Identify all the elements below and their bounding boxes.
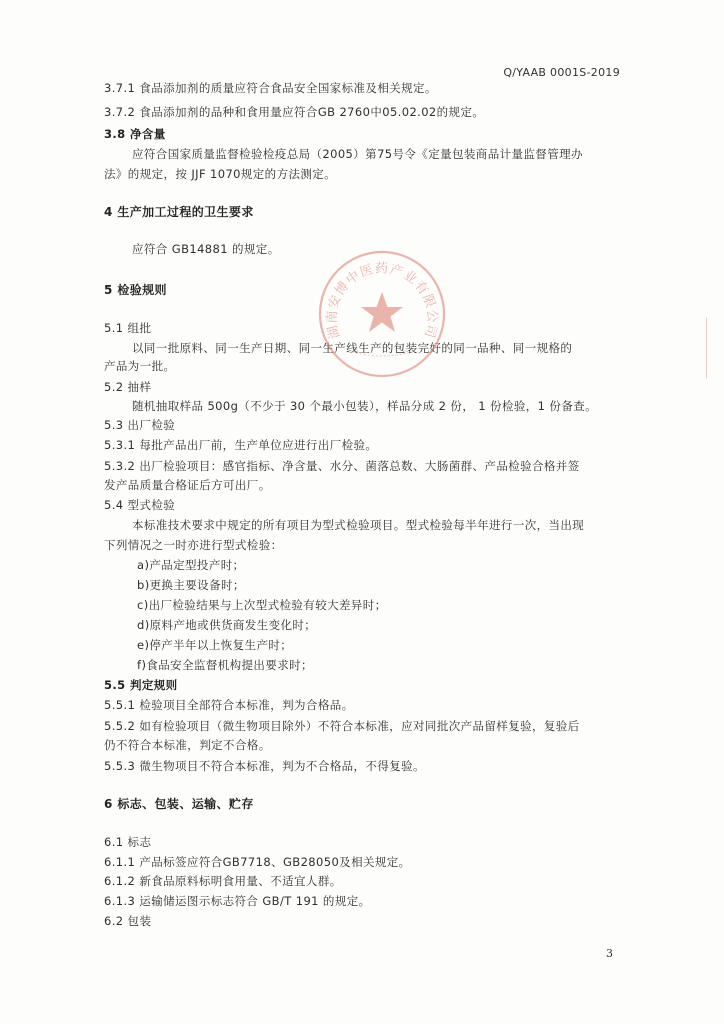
- heading-3-8: 3.8 净含量: [104, 127, 166, 141]
- list-item: e)停产半年以上恢复生产时；: [137, 638, 293, 652]
- seal-star-icon: [361, 292, 403, 332]
- paragraph-line: 应符合国家质量监督检验检疫总局（2005）第75号令《定量包装商品计量监督管理办: [132, 147, 583, 161]
- clause-5-3-1: 5.3.1 每批产品出厂前，生产单位应进行出厂检验。: [104, 438, 378, 452]
- paragraph-line: 产品为一批。: [104, 359, 176, 373]
- standard-code: Q/YAAB 0001S-2019: [503, 66, 620, 79]
- paragraph-line: 以同一批原料、同一生产日期、同一生产线生产的包装完好的同一品种、同一规格的: [132, 341, 573, 355]
- heading-6-1: 6.1 标志: [104, 835, 152, 849]
- heading-5-5: 5.5 判定规则: [104, 678, 178, 692]
- heading-5-4: 5.4 型式检验: [104, 498, 176, 512]
- page-edge-seal-mark: [706, 318, 723, 378]
- paragraph-line: 法》的规定，按 JJF 1070规定的方法测定。: [104, 167, 337, 181]
- list-item: d)原料产地或供货商发生变化时；: [137, 618, 317, 632]
- heading-5-1: 5.1 组批: [104, 321, 152, 335]
- list-item: b)更换主要设备时；: [137, 578, 245, 592]
- paragraph-line: 本标准技术要求中规定的所有项目为型式检验项目。型式检验每半年进行一次，当出现: [132, 518, 585, 532]
- clause-6-1-1: 6.1.1 产品标签应符合GB7718、GB28050及相关规定。: [104, 855, 411, 869]
- paragraph-line: 仍不符合本标准，判定不合格。: [104, 738, 271, 752]
- paragraph-line: 应符合 GB14881 的规定。: [132, 242, 280, 256]
- heading-5-3: 5.3 出厂检验: [104, 418, 176, 432]
- heading-section-4: 4 生产加工过程的卫生要求: [104, 205, 254, 219]
- list-item: f)食品安全监督机构提出要求时；: [137, 658, 313, 672]
- clause-5-5-1: 5.5.1 检验项目全部符合本标准，判为合格品。: [104, 698, 354, 712]
- seal-text: 湖南安博中医药产业有限公司: [324, 261, 440, 341]
- page-number: 3: [606, 947, 613, 960]
- list-item: a)产品定型投产时；: [137, 558, 245, 572]
- clause-5-5-2: 5.5.2 如有检验项目（微生物项目除外）不符合本标准，应对同批次产品留样复验，复验后: [104, 719, 580, 733]
- paragraph-line: 随机抽取样品 500g（不少于 30 个最小包装），样品分成 2 份， 1 份检验，1 份备查。: [132, 399, 598, 413]
- clause-6-1-2: 6.1.2 新食品原料标明食用量、不适宜人群。: [104, 874, 342, 888]
- heading-section-5: 5 检验规则: [104, 283, 167, 297]
- company-seal: [316, 248, 448, 380]
- clause-5-5-3: 5.5.3 微生物项目不符合本标准，判为不合格品，不得复验。: [104, 759, 425, 773]
- seal-serial-mark: [352, 352, 412, 356]
- heading-6-2: 6.2 包装: [104, 914, 152, 928]
- heading-section-6: 6 标志、包装、运输、贮存: [104, 797, 254, 811]
- clause-6-1-3: 6.1.3 运输储运图示标志符合 GB/T 191 的规定。: [104, 894, 371, 908]
- list-item: c)出厂检验结果与上次型式检验有较大差异时；: [137, 598, 387, 612]
- paragraph-line: 下列情况之一时亦进行型式检验：: [104, 538, 283, 552]
- heading-5-2: 5.2 抽样: [104, 380, 152, 394]
- paragraph-line: 发产品质量合格证后方可出厂。: [104, 478, 271, 492]
- clause-3-7-2: 3.7.2 食品添加剂的品种和食用量应符合GB 2760中05.02.02的规定。: [104, 105, 485, 119]
- clause-3-7-1: 3.7.1 食品添加剂的质量应符合食品安全国家标准及相关规定。: [104, 81, 437, 95]
- clause-5-3-2: 5.3.2 出厂检验项目：感官指标、净含量、水分、菌落总数、大肠菌群、产品检验合格并签: [104, 459, 580, 473]
